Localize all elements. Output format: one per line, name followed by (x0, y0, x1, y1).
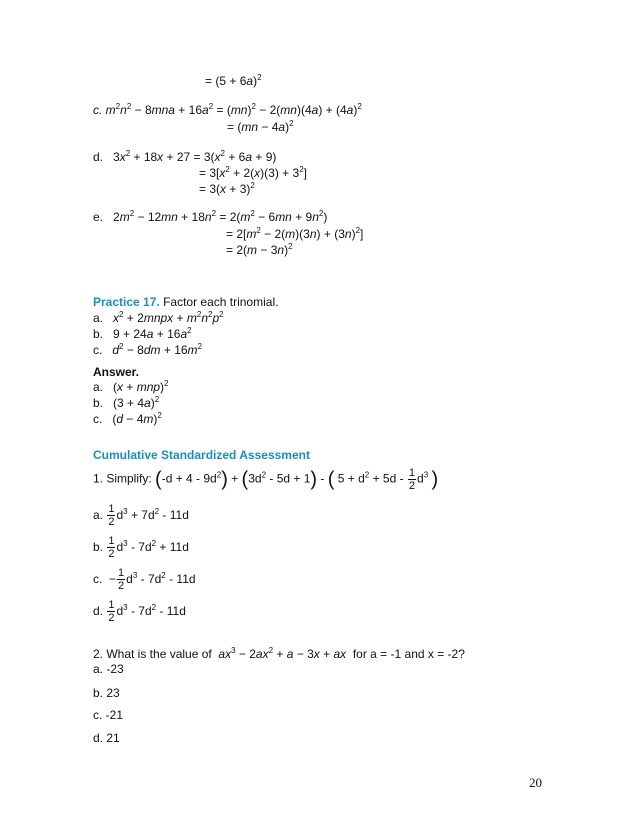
practice-heading (93, 295, 278, 309)
question-2-prompt: 2. What is the value of (93, 647, 212, 661)
assessment-title: Cumulative Standardized Assessment (93, 448, 310, 462)
question-2-choice-d[interactable]: d. 21 (93, 731, 120, 745)
example-c-final: = (mn − 4a)$^2$ (227, 119, 294, 134)
question-2-choice-a[interactable]: a. -23 (93, 662, 124, 676)
answer-item-a: a. (x + mnp)$^2$ (93, 379, 169, 394)
question-1: 1. Simplify: $(-d + 4 - 9d^2) + (3d^2 - 5d + 1)$ - ( $5 + d^2 + 5d$ - $\frac{1}{2}$ $d^3$ ) (93, 467, 439, 492)
question-1-prompt: 1. Simplify: (93, 471, 152, 486)
page-number: 20 (529, 775, 542, 790)
answer-item-c: c. $(d - 4m)^2$ (93, 411, 162, 426)
question-2-choice-b[interactable]: b. 23 (93, 686, 120, 700)
question-1-choice-b[interactable]: b. $\frac{1}{2}$ $d^3 - 7d^2 + 11d$ (93, 535, 189, 561)
question-2: 2. What is the value of $ax^3 - 2ax^2 + a - 3x$ + ax for a = -1 and x = -2? (93, 646, 465, 661)
example-c-expression: c. $m^2n^2 - 8mna + 16a^2 = (mn)^2 - 2(mn)(4a) + (4a)^2$ (93, 102, 362, 117)
question-1-choice-d[interactable]: d. $\frac{1}{2}$ $d^3 - 7d^2 - 11d$ (93, 599, 186, 625)
question-1-choice-a[interactable]: a. $\frac{1}{2}$ $d^3 + 7d^2 - 11d$ (93, 503, 189, 529)
question-1-choice-c[interactable]: c. − $\frac{1}{2}$ $d^3 - 7d^2 - 11d$ (93, 567, 196, 593)
example-d-expression: d. $3x^2 + 18x + 27 = 3(x^2 + 6a + 9)$ (93, 149, 277, 164)
example-d-step: = $3[x^2 + 2(x)(3) + 3^2]$ (199, 165, 307, 180)
practice-item-a: a. $x^2$ + 2mnpx + $m^2n^2p^2$ (93, 310, 224, 325)
example-e-expression: e. $2m^2 - 12mn + 18n^2 = 2(m^2 - 6mn + 9n^2)$ (93, 209, 328, 224)
answer-item-b: b. $(3 + 4a)^2$ (93, 395, 160, 410)
practice-instruction: Factor each trinomial. (163, 295, 279, 309)
example-b-final: = $(5 + 6a)^2$ (205, 73, 262, 88)
practice-item-c: c. $d^2 - 8dm + 16m^2$ (93, 342, 202, 357)
example-e-final: = $2(m - 3n)^2$ (226, 242, 293, 257)
example-e-step: = $2[m^2 - 2(m)(3n) + (3n)^2]$ (226, 226, 364, 241)
question-2-condition: for a = -1 and x = -2? (352, 647, 465, 661)
answer-title: Answer. (93, 365, 140, 379)
question-2-choice-c[interactable]: c. -21 (93, 708, 124, 722)
practice-item-b: b. $9 + 24a + 16a^2$ (93, 326, 192, 341)
example-d-final: = $3(x + 3)^2$ (199, 181, 255, 196)
practice-title: Practice 17. (93, 295, 160, 309)
